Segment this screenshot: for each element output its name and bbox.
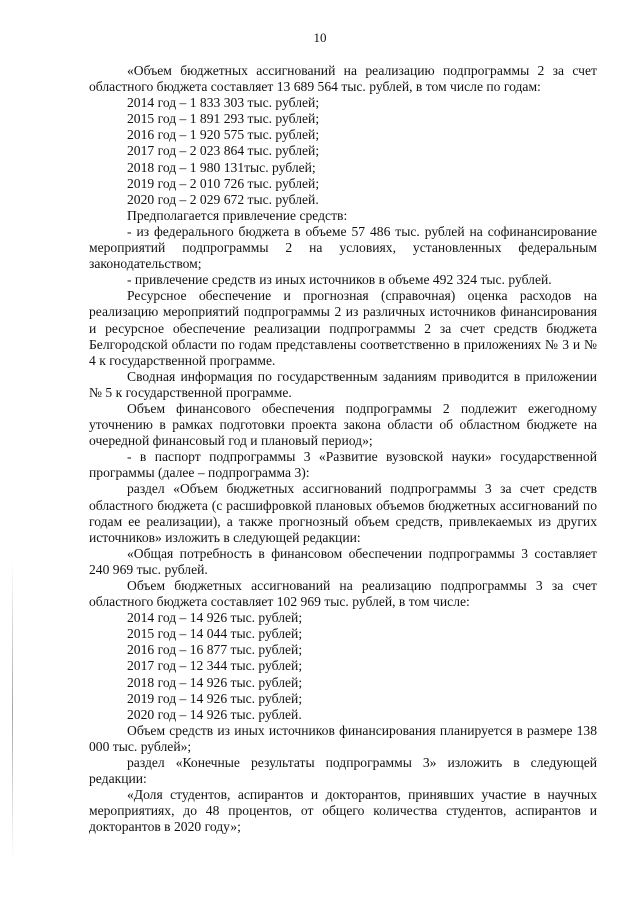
year-2020-line: 2020 год – 14 926 тыс. рублей. bbox=[127, 706, 302, 722]
year-2018-line: 2018 год – 14 926 тыс. рублей; bbox=[127, 674, 303, 690]
year-2016-line: 2016 год – 1 920 575 тыс. рублей; bbox=[127, 127, 320, 143]
paragraph-state-tasks: Сводная информация по государственным заданиям приводится в приложении № 5 к государственной программе. bbox=[89, 368, 597, 400]
paragraph-attraction-intro: Предполагается привлечение средств: bbox=[127, 207, 348, 223]
paragraph-federal-budget: - из федерального бюджета в объеме 57 486 тыс. рублей на софинансирование мероприятий подпрограммы 2 на условиях, установленных федеральным законодательством; bbox=[89, 223, 597, 272]
paragraph-subprogram3-passport: - в паспорт подпрограммы 3 «Развитие вузовской науки» государственной программы (далее – подпрограмма 3): bbox=[89, 449, 597, 481]
scan-edge-mark bbox=[12, 560, 13, 860]
year-2014-line: 2014 год – 1 833 303 тыс. рублей; bbox=[127, 95, 320, 111]
year-2018-line: 2018 год – 1 980 131тыс. рублей; bbox=[127, 159, 316, 175]
year-2015-line: 2015 год – 14 044 тыс. рублей; bbox=[127, 626, 303, 642]
year-2017-line: 2017 год – 2 023 864 тыс. рублей; bbox=[127, 143, 320, 159]
paragraph-subprogram2-funding: «Объем бюджетных ассигнований на реализацию подпрограммы 2 за счет областного бюджета составляет 13 689 564 тыс. рублей, в том числе по годам: bbox=[89, 63, 597, 95]
paragraph-subprogram3-funding: Объем бюджетных ассигнований на реализацию подпрограммы 3 за счет областного бюджета составляет 102 969 тыс. рублей, в том числе: bbox=[89, 578, 597, 610]
page-number: 10 bbox=[313, 30, 327, 45]
year-2019-line: 2019 год – 14 926 тыс. рублей; bbox=[127, 690, 303, 706]
year-2020-line: 2020 год – 2 029 672 тыс. рублей. bbox=[127, 191, 319, 207]
paragraph-other-sources-amount: Объем средств из иных источников финансирования планируется в размере 138 000 тыс. рублей»; bbox=[89, 722, 597, 754]
paragraph-section-funding: раздел «Объем бюджетных ассигнований подпрограммы 3 за счет средств областного бюджета (с расшифровкой плановых объемов бюджетных ассигнований по годам ее реализации), а также прогнозный объем средств, привлекаемых из других источников» изложить в следующей редакции: bbox=[89, 481, 597, 545]
year-2019-line: 2019 год – 2 010 726 тыс. рублей; bbox=[127, 175, 320, 191]
paragraph-final-results-section: раздел «Конечные результаты подпрограммы 3» изложить в следующей редакции: bbox=[89, 755, 597, 787]
year-2017-line: 2017 год – 12 344 тыс. рублей; bbox=[127, 658, 303, 674]
paragraph-annual-update: Объем финансового обеспечения подпрограммы 2 подлежит ежегодному уточнению в рамках подготовки проекта закона области об областном бюджете на очередной финансовый год и плановый период»; bbox=[89, 400, 597, 449]
paragraph-resource-provision: Ресурсное обеспечение и прогнозная (справочная) оценка расходов на реализацию мероприятий подпрограммы 2 из различных источников финансирования и ресурсное обеспечение реализации подпрограммы 2 за счет средств бюджета Белгородской области по годам представлены соответственно в приложениях № 3 и № 4 к государственной программе. bbox=[89, 288, 597, 368]
paragraph-total-need: «Общая потребность в финансовом обеспечении подпрограммы 3 составляет 240 969 тыс. рублей. bbox=[89, 545, 597, 577]
year-2014-line: 2014 год – 14 926 тыс. рублей; bbox=[127, 610, 303, 626]
year-2015-line: 2015 год – 1 891 293 тыс. рублей; bbox=[127, 111, 320, 127]
document-body bbox=[89, 63, 597, 836]
paragraph-other-sources: - привлечение средств из иных источников в объеме 492 324 тыс. рублей. bbox=[127, 272, 552, 288]
year-2016-line: 2016 год – 16 877 тыс. рублей; bbox=[127, 642, 303, 658]
paragraph-students-share: «Доля студентов, аспирантов и докторантов, принявших участие в научных мероприятиях, до 48 процентов, от общего количества студентов, аспирантов и докторантов в 2020 году»; bbox=[89, 787, 597, 835]
